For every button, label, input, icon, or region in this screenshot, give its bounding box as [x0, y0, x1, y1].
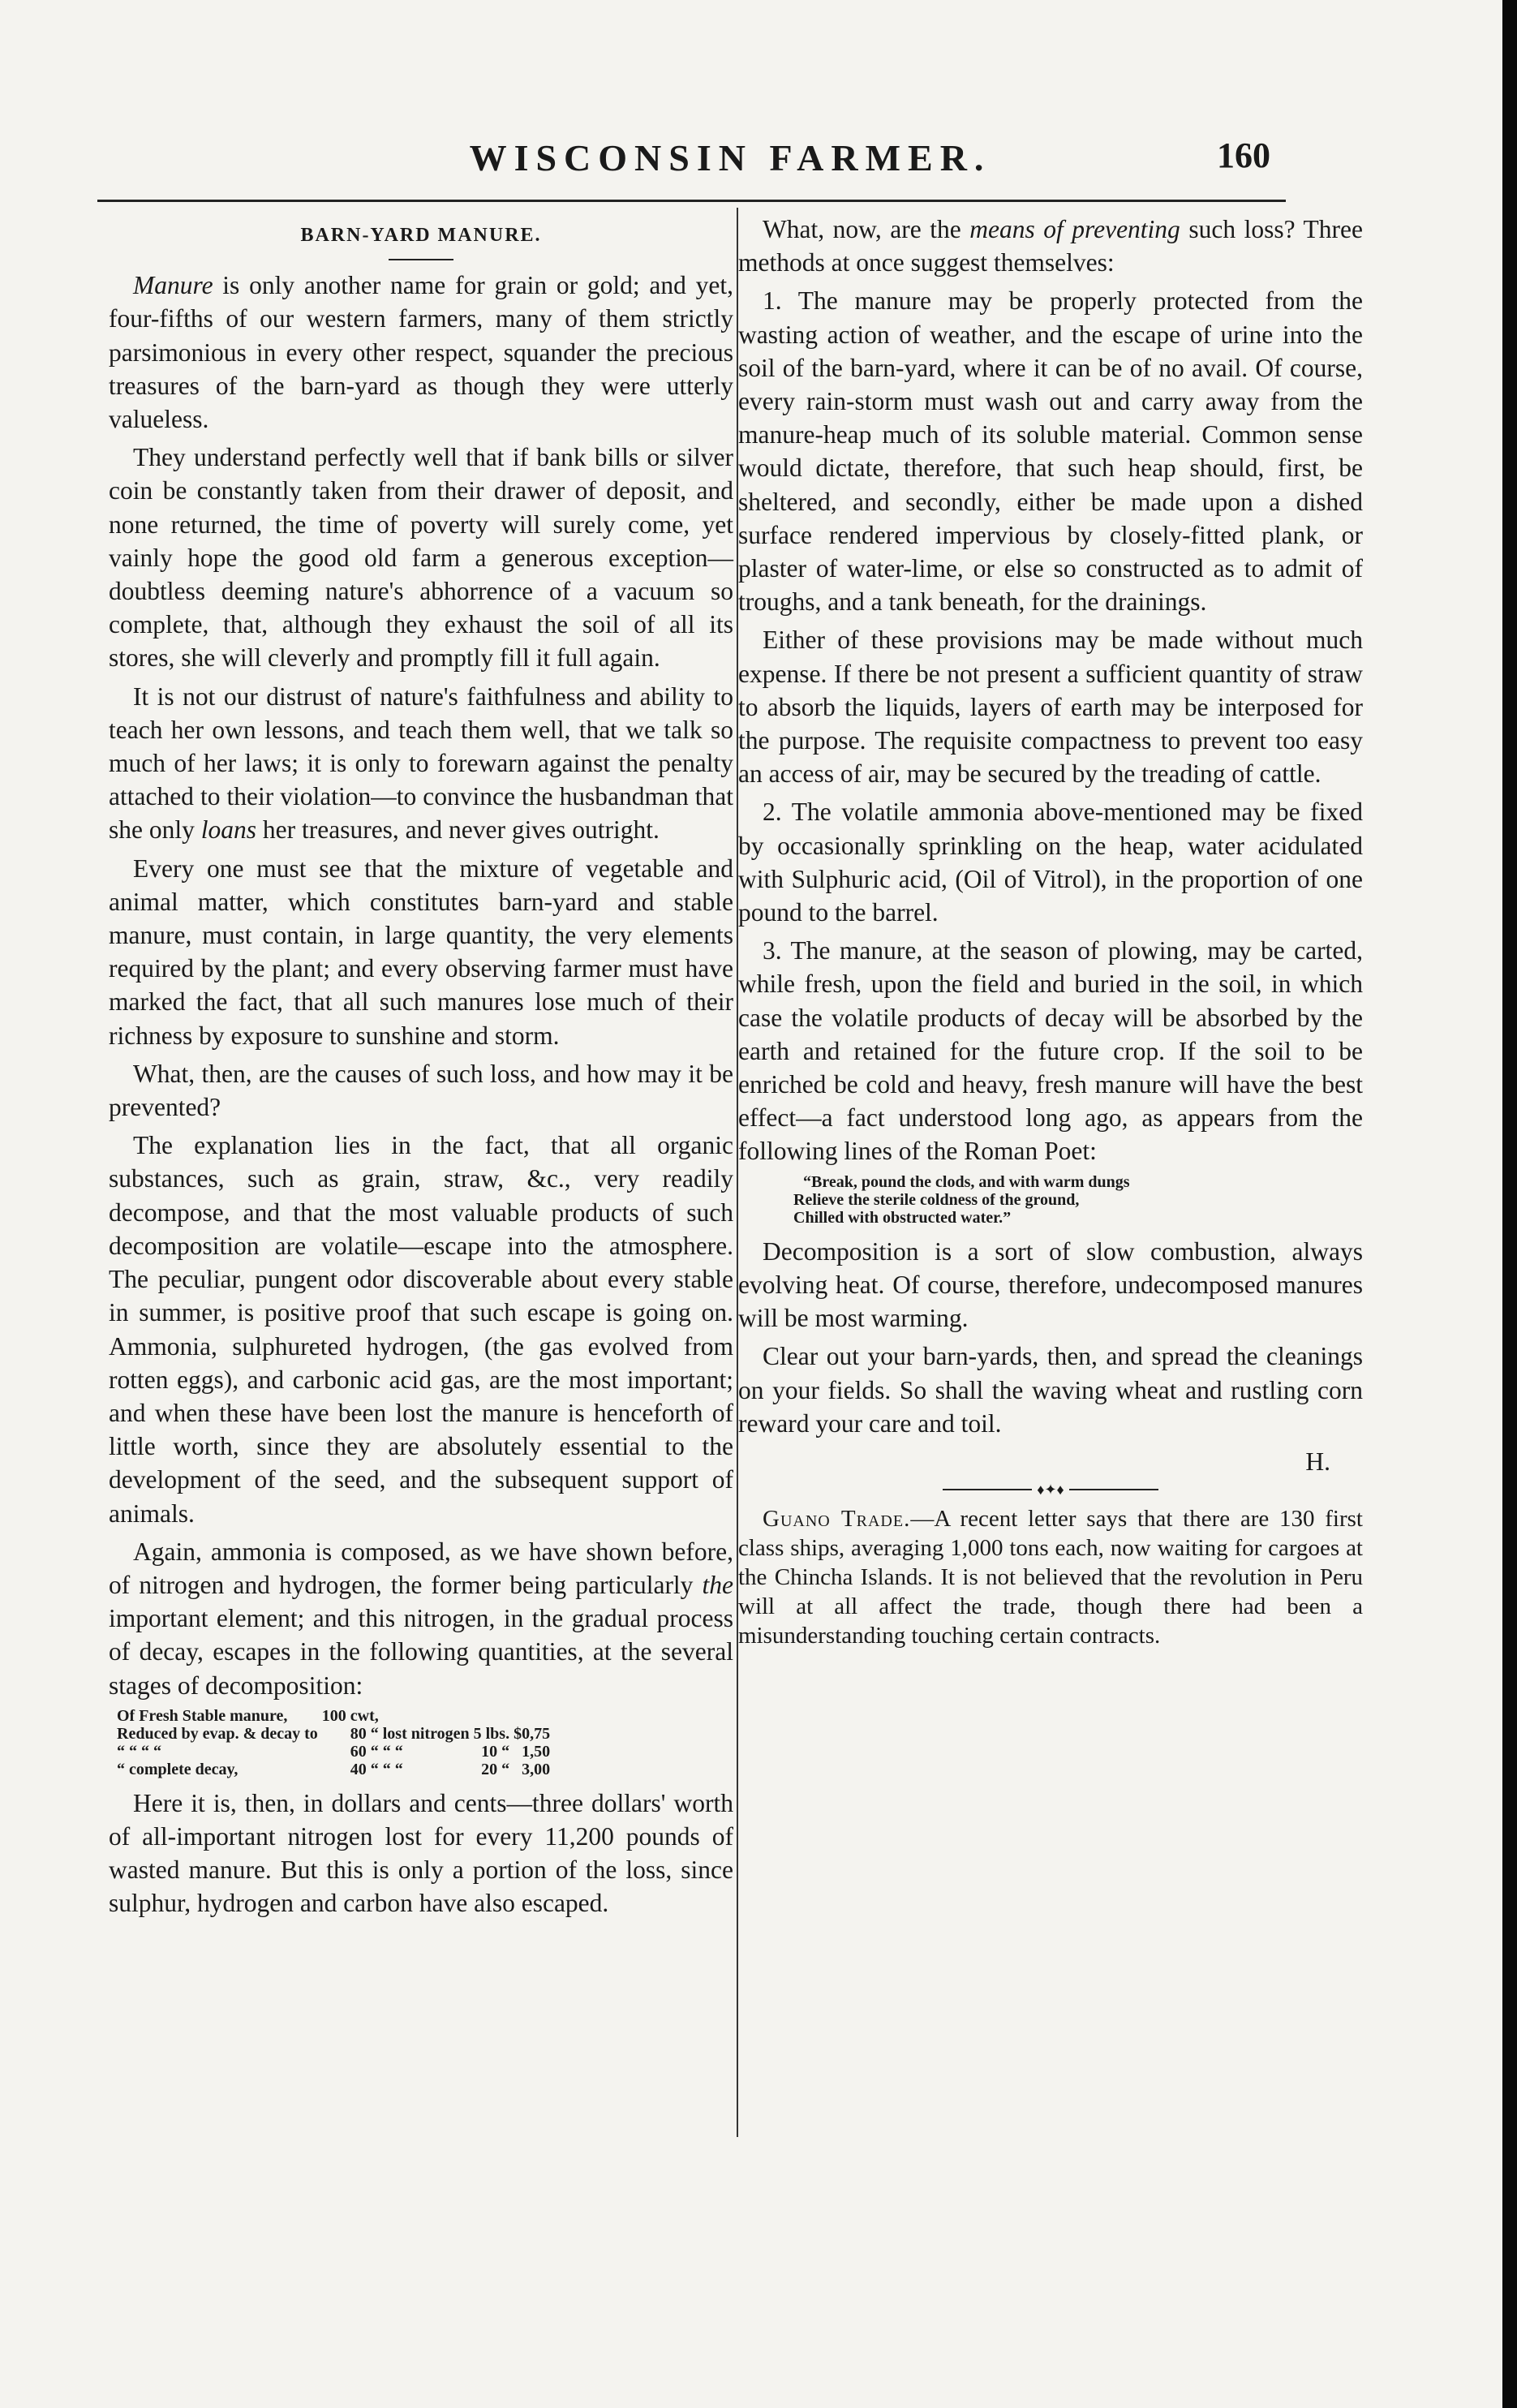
table-cell: “ complete decay, [117, 1760, 239, 1778]
table-row [117, 1707, 554, 1725]
paragraph-5: What, then, are the causes of such loss, and how may it be prevented? [109, 1059, 733, 1122]
table-cell: 80 “ [350, 1724, 379, 1743]
paragraph-7 [109, 1535, 733, 1702]
paragraph-1 [109, 269, 733, 436]
paragraph-4: Every one must see that the mixture of vegetable and animal matter, which constitutes barn-yard and stable manure, must contain, in large quantity, the very elements required by the plant; and every observing farmer must have marked the fact, that all such manures lose much of their richness by exposure to sunshine and storm. [109, 854, 733, 1050]
quote-line: Chilled with obstructed water.” [793, 1208, 1012, 1227]
quote-line: Relieve the sterile coldness of the ground, [793, 1190, 1080, 1209]
header-rule [97, 200, 1286, 202]
right-column [738, 213, 1363, 1655]
paragraph-15: Clear out your barn-yards, then, and spread the cleanings on your fields. So shall the waving wheat and rustling corn reward your care and toil. [738, 1342, 1363, 1438]
table-cell: $0,75 [514, 1724, 551, 1743]
table-cell: 10 “ [481, 1742, 510, 1761]
left-column [109, 213, 733, 1925]
table-cell: “ “ “ “ [117, 1742, 161, 1761]
page-number: 160 [1217, 135, 1270, 175]
title-rule [389, 259, 453, 260]
paragraph-7-text-a: Again, ammonia is composed, as we have shown before, of nitrogen and hydrogen, the former being particularly [109, 1537, 733, 1599]
news-text: —A recent letter says that there are 130 first class ships, averaging 1,000 tons each, now waiting for cargoes at the Chincha Islands. It is not believed that the revolution in Peru will at all affect the trade, though there had been a misunderstanding touching certain contracts. [738, 1506, 1363, 1649]
poem-quote [793, 1172, 1363, 1227]
table-cell: 60 “ [350, 1742, 379, 1761]
table-row [117, 1761, 554, 1778]
table-row [117, 1725, 554, 1743]
lead-word: Manure [133, 271, 213, 300]
paragraph-14: Decomposition is a sort of slow combustion, always evolving heat. Of course, therefore, undecomposed manures will be most warming. [738, 1236, 1363, 1333]
table-row [117, 1743, 554, 1761]
paragraph-3 [109, 680, 733, 847]
signature: H. [1305, 1447, 1330, 1476]
paragraph-9-text-b: such loss? Three methods at once suggest themselves: [738, 215, 1364, 277]
table-cell: 1,50 [522, 1742, 551, 1761]
section-ornament [738, 1481, 1363, 1498]
quote-line: “Break, pound the clods, and with warm dungs [803, 1172, 1130, 1191]
paragraph-2: They understand perfectly well that if bank bills or silver coin be constantly taken from their drawer of deposit, and none returned, the time of poverty will surely come, yet vainly hope the good old farm a generous exception—doubtless deeming nature's abhorrence of a vacuum so complete, that, although they exhaust the soil of all its stores, she will cleverly and promptly fill it full again. [109, 443, 733, 673]
paragraph-7-text-b: important element; and this nitrogen, in the gradual process of decay, escapes in the following quantities, at the several stages of decomposition: [109, 1604, 733, 1700]
ornament-glyph: ♦✦♦ [1037, 1481, 1064, 1499]
table-cell: “ “ [382, 1742, 403, 1761]
table-cell: Reduced by evap. & decay to [117, 1724, 318, 1743]
emphasis-loans: loans [200, 815, 257, 845]
table-cell: 100 cwt, [321, 1706, 379, 1725]
table-cell: 3,00 [522, 1760, 551, 1778]
paragraph-1-text: is only another name for grain or gold; and yet, four-fifths of our western farmers, many of them strictly parsimonious in every other respect, squander the precious treasures of the barn-yard as though they were utterly valueless. [109, 271, 733, 434]
running-head: WISCONSIN FARMER. [469, 137, 991, 178]
table-cell: 5 lbs. [473, 1724, 510, 1743]
table-cell: 40 “ [350, 1760, 379, 1778]
paragraph-11: Either of these provisions may be made without much expense. If there be not present a sufficient quantity of straw to absorb the liquids, layers of earth may be interposed for the purpose. The requisite compactness to prevent too easy an access of air, may be secured by the treading of cattle. [738, 626, 1363, 789]
paragraph-8: Here it is, then, in dollars and cents—three dollars' worth of all-important nitrogen lost for every 11,200 pounds of wasted manure. But this is only a portion of the loss, since sulphur, hydrogen and carbon have also escaped. [109, 1788, 733, 1918]
paragraph-3-text-a: It is not our distrust of nature's faithfulness and ability to teach her own lessons, and teach them well, that we talk so much of her laws; it is only to forewarn against the penalty attached to their violation—to convince the husbandman that she only [109, 682, 733, 845]
scan-edge [1502, 0, 1517, 2408]
article-title: BARN-YARD MANURE. [300, 225, 542, 246]
paragraph-9 [738, 213, 1363, 279]
nitrogen-loss-table [117, 1707, 554, 1778]
news-lead: Guano Trade. [763, 1506, 911, 1533]
paragraph-10: 1. The manure may be properly protected from the wasting action of weather, and the escape of urine into the soil of the barn-yard, where it can be of no avail. Of course, every rain-storm must wash out and carry away from the manure-heap much of its soluble material. Common sense would dictate, therefore, that such heap should, first, be sheltered, and secondly, either be made upon a dished surface rendered impervious by closely-fitted plank, or plaster of water-lime, or else so constructed as to admit of troughs, and a tank beneath, for the drainings. [738, 286, 1363, 617]
news-item-guano-trade [738, 1504, 1363, 1650]
table-cell: Of Fresh Stable manure, [117, 1706, 288, 1725]
table-cell: “ “ [382, 1760, 403, 1778]
emphasis-the: the [702, 1570, 733, 1599]
paragraph-9-text-a: What, now, are the [763, 215, 970, 243]
paragraph-6: The explanation lies in the fact, that all organic substances, such as grain, straw, &c., very readily decompose, and that the most valuable products of such decomposition are volatile—escape into the atmosphere. The peculiar, pungent odor discoverable about every stable in summer, is positive proof that such escape is going on. Ammonia, sulphureted hydrogen, (the gas evolved from rotten eggs), and carbonic acid gas, are the most important; and when these have been lost the manure is henceforth of little worth, since they are absolutely essential to the development of the seed, and the subsequent support of animals. [109, 1131, 733, 1528]
table-cell: 20 “ [481, 1760, 510, 1778]
ornament-rule-right [1069, 1489, 1158, 1490]
paragraph-12: 2. The volatile ammonia above-mentioned may be fixed by occasionally sprinkling on the heap, water acidulated with Sulphuric acid, (Oil of Vitrol), in the proportion of one pound to the barrel. [738, 798, 1363, 927]
paragraph-3-text-b: her treasures, and never gives outright. [256, 815, 660, 845]
paragraph-13: 3. The manure, at the season of plowing, may be carted, while fresh, upon the field and buried in the soil, in which case the volatile products of decay will be absorbed by the earth and retained for the future crop. If the soil to be enriched be cold and heavy, fresh manure will have the best effect—a fact understood long ago, as appears from the following lines of the Roman Poet: [738, 936, 1363, 1166]
table-cell: lost nitrogen [382, 1724, 470, 1743]
emphasis-means-of-preventing: means of preventing [969, 215, 1180, 243]
ornament-rule-left [943, 1489, 1032, 1490]
